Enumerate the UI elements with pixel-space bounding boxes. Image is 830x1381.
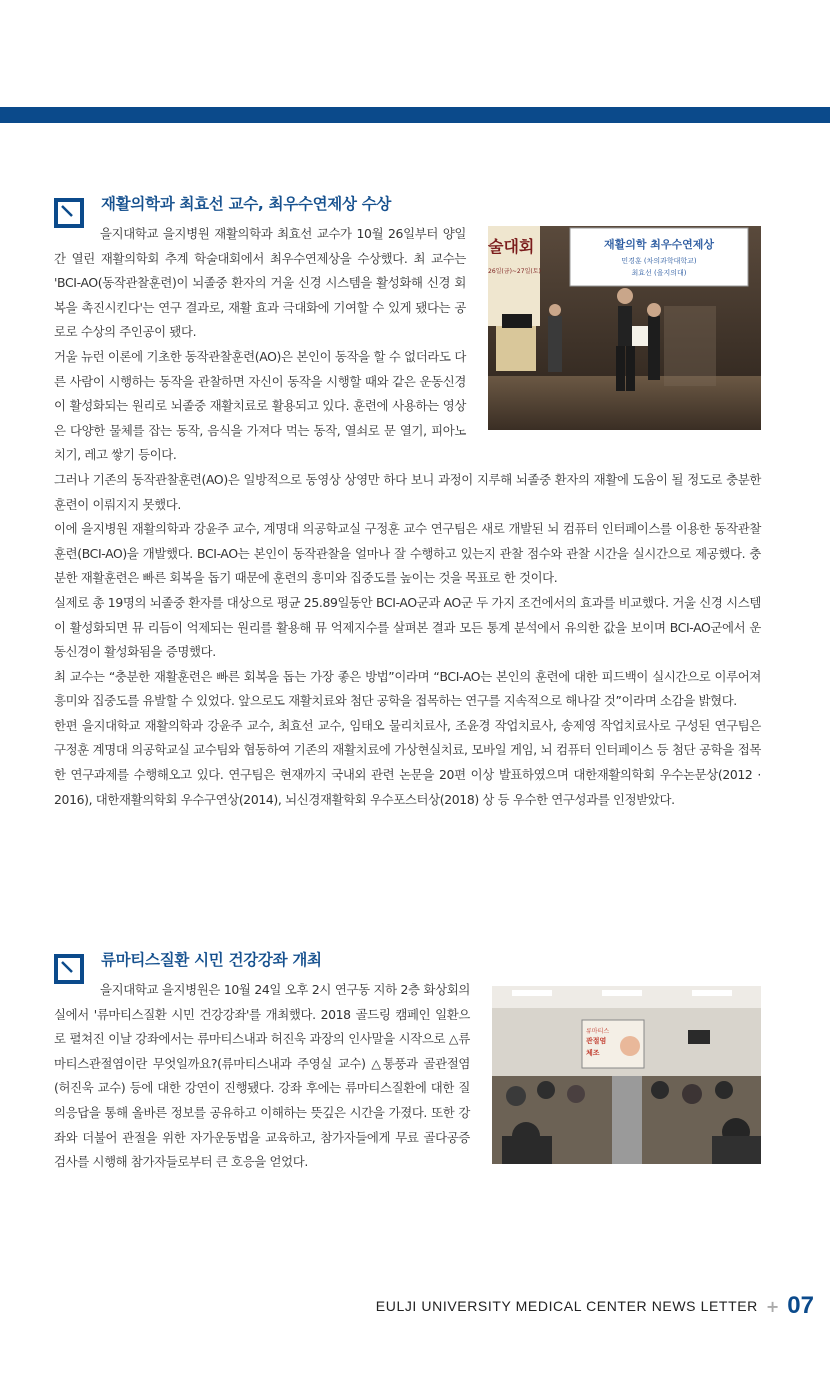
screen-text-3: 체조 bbox=[586, 1049, 600, 1057]
article-body bbox=[54, 222, 761, 812]
paragraph: 거울 뉴런 이론에 기초한 동작관찰훈련(AO)은 본인이 동작을 할 수 없더라도 다른 사람이 시행하는 동작을 관찰하면 자신이 동작을 시행할 때와 같은 운동신경이 활성화되는 원리로 뇌졸중 재활치료로 활용되고 있다. 훈련에 사용하는 영상은 다양한 물체를 잡는 동작, 음식을 가져다 먹는 동작, 열쇠로 문 열기, 피아노 치기, 레고 쌓기 등이다. bbox=[54, 348, 466, 463]
lecture-hall-photo bbox=[492, 986, 761, 1164]
paragraph: 실제로 총 19명의 뇌졸중 환자를 대상으로 평균 25.89일동안 BCI-AO군과 AO군 두 가지 조건에서의 효과를 비교했다. 거울 신경 시스템이 활성화되면 뮤 리듬이 억제되는 원리를 활용해 뮤 억제지수를 살펴본 결과 모든 통계 분석에서 유의한 값을 보이며 BCI-AO군에서 운동신경이 활성화됨을 증명했다. bbox=[54, 594, 761, 660]
lecture-hall-scene bbox=[492, 986, 761, 1164]
banner-line-2: 최효선 (을지의대) bbox=[631, 269, 687, 277]
section-bullet-icon bbox=[54, 954, 84, 984]
banner-line-1: 민경훈 (차의과학대학교) bbox=[621, 257, 697, 265]
section-bullet-icon bbox=[54, 198, 84, 228]
page-footer bbox=[376, 1292, 814, 1320]
header-color-band bbox=[0, 107, 830, 123]
paragraph: 을지대학교 을지병원은 10월 24일 오후 2시 연구동 지하 2층 화상회의실에서 '류마티스질환 시민 건강강좌'를 개최했다. 2018 골드링 캠페인 일환으로 펼쳐진 이날 강좌에서는 류마티스내과 허진욱 과장의 인사말을 시작으로 △류마티스관절염이란 무엇일까요?(류마티스내과 주영실 교수) △통풍과 골관절염(허진욱 교수) 등에 대한 강연이 진행됐다. 강좌 후에는 류마티스질환에 대한 질의응답을 통해 올바른 정보를 공유하고 이해하는 뜻깊은 시간을 가졌다. 또한 강좌와 더불어 관절을 위한 자가운동법을 교육하고, 참가자들에게 무료 골다공증 검사를 시행해 참가자들로부터 큰 호응을 얻었다. bbox=[54, 982, 470, 1170]
banner-title: 재활의학 최우수연제상 bbox=[603, 238, 715, 251]
screen-text-2: 관절염 bbox=[586, 1037, 607, 1045]
side-sign-date: 26일(금)~27일(토) bbox=[488, 268, 541, 275]
article-award bbox=[54, 196, 761, 812]
award-ceremony-photo bbox=[488, 226, 761, 430]
page-number: 07 bbox=[787, 1292, 814, 1319]
paragraph: 이에 을지병원 재활의학과 강윤주 교수, 계명대 의공학교실 구정훈 교수 연구팀은 새로 개발된 뇌 컴퓨터 인터페이스를 이용한 동작관찰훈련(BCI-AO)을 개발했다. BCI-AO는 본인이 동작관찰을 얼마나 잘 수행하고 있는지 관찰 점수와 관찰 시간을 실시간으로 제공했다. 충분한 재활훈련은 빠른 회복을 돕기 때문에 훈련의 흥미와 집중도를 높이는 것을 목표로 한 것이다. bbox=[54, 521, 761, 586]
screen-text-1: 류마티스 bbox=[586, 1028, 610, 1035]
section-title: 류마티스질환 시민 건강강좌 개최 bbox=[101, 951, 322, 969]
article-lecture bbox=[54, 952, 761, 1175]
paragraph: 최 교수는 “충분한 재활훈련은 빠른 회복을 돕는 가장 좋은 방법”이라며 “BCI-AO는 본인의 훈련에 대한 피드백이 실시간으로 이루어져 흥미와 집중도를 유발할 수 있었다. 앞으로도 재활치료와 첨단 공학을 접목하는 연구를 지속적으로 해나갈 것”이라며 소감을 밝혔다. bbox=[54, 668, 761, 709]
footer-newsletter-title: EULJI UNIVERSITY MEDICAL CENTER NEWS LETTER bbox=[375, 1298, 758, 1314]
paragraph: 을지대학교 을지병원 재활의학과 최효선 교수가 10월 26일부터 양일간 열린 재활의학회 추계 학술대회에서 최우수연제상을 수상했다. 최 교수는 'BCI-AO(동작관찰훈련)이 뇌졸중 환자의 거울 신경 시스템을 활성화해 신경 회복을 촉진시킨다'는 연구 결과로, 재활 효과 극대화에 기여할 수 있게 됐다는 공로로 수상의 주인공이 됐다. bbox=[54, 226, 466, 340]
paragraph: 한편 을지대학교 재활의학과 강윤주 교수, 최효선 교수, 임태오 물리치료사, 조윤경 작업치료사, 송제영 작업치료사로 구성된 연구팀은 구정훈 계명대 의공학교실 교수팀와 협동하여 기존의 재활치료에 가상현실치료, 모바일 게임, 뇌 컴퓨터 인터페이스 등 첨단 공학을 접목한 연구과제를 수행해오고 있다. 연구팀은 현재까지 국내외 관련 논문을 20편 이상 발표하였으며 대한재활의학회 우수논문상(2012 · 2016), 대한재활의학회 우수구연상(2014), 뇌신경재활학회 우수포스터상(2018) 상 등 우수한 연구성과를 인정받았다. bbox=[54, 717, 761, 807]
plus-icon: + bbox=[765, 1296, 780, 1316]
paragraph: 그러나 기존의 동작관찰훈련(AO)은 일방적으로 동영상 상영만 하다 보니 과정이 지루해 뇌졸중 환자의 재활에 도움이 될 정도로 충분한 훈련이 이뤄지지 못했다. bbox=[54, 471, 761, 512]
side-sign-text: 술대회 bbox=[488, 237, 535, 256]
section-title: 재활의학과 최효선 교수, 최우수연제상 수상 bbox=[101, 195, 392, 213]
article-body bbox=[54, 978, 761, 1175]
